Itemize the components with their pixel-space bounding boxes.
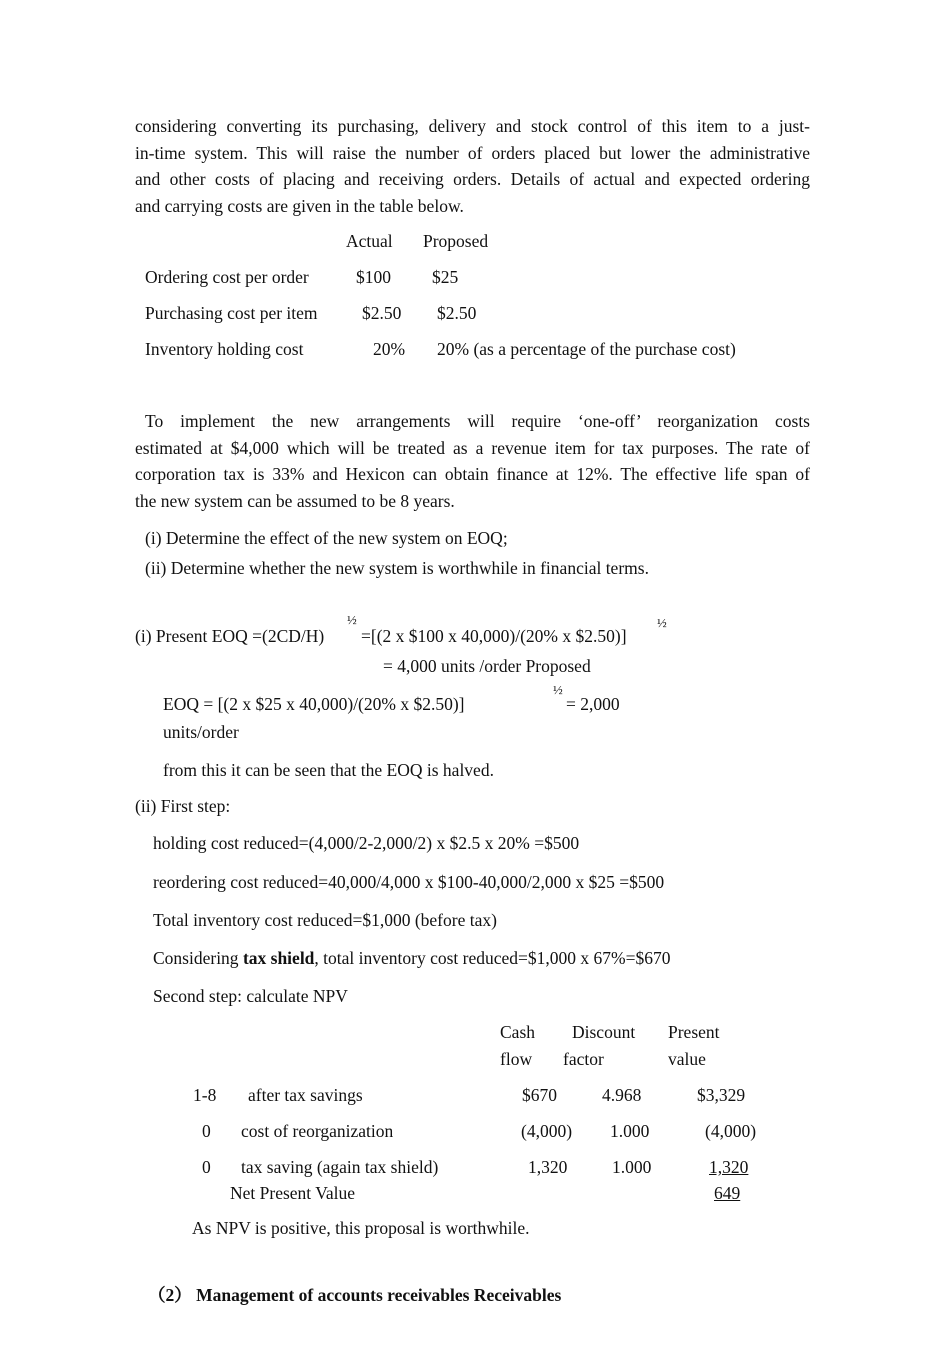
intro-paragraph — [135, 113, 810, 219]
proposed-eoq-formula: EOQ = [(2 x $25 x 40,000)/(20% x $2.50)] — [163, 694, 465, 714]
half-exponent: ½ — [657, 615, 667, 630]
question-2: (ii) Determine whether the new system is worthwhile in financial terms. — [145, 558, 649, 578]
first-step-heading: (ii) First step: — [135, 796, 231, 816]
half-exponent: ½ — [347, 612, 357, 627]
npv-row-cash: 1,320 — [528, 1157, 568, 1177]
npv-row-pv: 1,320 — [709, 1157, 749, 1177]
npv-row-cash: (4,000) — [521, 1121, 573, 1141]
proposed-eoq-units: units/order — [163, 722, 239, 742]
npv-header-discount: factor — [563, 1049, 604, 1069]
present-eoq-prefix: (i) Present EOQ =(2CD/H) — [135, 626, 325, 646]
npv-header-present: value — [668, 1049, 706, 1069]
intro-line: considering converting its purchasing, delivery and stock control of this item to a just- — [135, 116, 810, 136]
npv-total-value: 649 — [714, 1183, 741, 1203]
cost-row-proposed: $25 — [432, 267, 459, 287]
cost-row-label: Purchasing cost per item — [145, 303, 318, 323]
npv-row-year: 1-8 — [193, 1085, 217, 1105]
cost-table-header-proposed: Proposed — [423, 231, 489, 251]
question-1: (i) Determine the effect of the new system on EOQ; — [145, 528, 508, 548]
intro-line: and carrying costs are given in the table below. — [135, 195, 464, 216]
cost-row-actual: 20% — [373, 339, 406, 359]
implement-line: corporation tax is 33% and Hexicon can obtain finance at 12%. The effective life span of — [135, 464, 810, 484]
holding-cost-line: holding cost reduced=(4,000/2-2,000/2) x $2.5 x 20% =$500 — [153, 833, 580, 853]
npv-row-year: 0 — [202, 1121, 211, 1141]
npv-row-item: after tax savings — [248, 1085, 363, 1105]
npv-row-cash: $670 — [522, 1085, 557, 1105]
npv-row-item: tax saving (again tax shield) — [241, 1157, 439, 1177]
npv-row-factor: 4.968 — [602, 1085, 642, 1105]
tax-shield-suffix: , total inventory cost reduced=$1,000 x 67%=$670 — [314, 948, 671, 968]
npv-row-factor: 1.000 — [612, 1157, 652, 1177]
eoq-conclusion: from this it can be seen that the EOQ is halved. — [163, 760, 494, 780]
cost-row-actual: $100 — [356, 267, 391, 287]
tax-shield-line — [153, 948, 670, 969]
total-cost-line: Total inventory cost reduced=$1,000 (before tax) — [153, 910, 497, 930]
cost-row-proposed: 20% (as a percentage of the purchase cost) — [437, 339, 736, 359]
cost-row-label: Ordering cost per order — [145, 267, 309, 287]
present-eoq-formula: =[(2 x $100 x 40,000)/(20% x $2.50)] — [361, 626, 627, 646]
npv-header-present: Present — [668, 1022, 720, 1042]
npv-header-cash: Cash — [500, 1022, 535, 1042]
cost-row-proposed: $2.50 — [437, 303, 477, 323]
cost-row-actual: $2.50 — [362, 303, 402, 323]
intro-line: and other costs of placing and receiving orders. Details of actual and expected ordering — [135, 169, 810, 189]
implement-line: To implement the new arrangements will require ‘one-off’ reorganization costs — [145, 411, 810, 431]
cost-row-label: Inventory holding cost — [145, 339, 304, 359]
proposed-eoq-result: = 2,000 — [566, 694, 620, 714]
implement-line: the new system can be assumed to be 8 years. — [135, 490, 455, 511]
implement-line: estimated at $4,000 which will be treated as a revenue item for tax purposes. The rate of — [135, 437, 810, 458]
tax-shield-term: tax shield — [242, 948, 315, 968]
present-eoq-result: = 4,000 units /order Proposed — [383, 656, 591, 676]
npv-row-item: cost of reorganization — [241, 1121, 394, 1141]
half-exponent: ½ — [553, 682, 563, 697]
section-heading: （2） Management of accounts receivables Receivables — [148, 1285, 562, 1305]
npv-row-factor: 1.000 — [610, 1121, 650, 1141]
npv-header-cash: flow — [500, 1049, 533, 1069]
cost-table-header-actual: Actual — [346, 231, 393, 251]
tax-shield-prefix: Considering — [153, 948, 243, 968]
npv-row-pv: (4,000) — [705, 1121, 757, 1141]
npv-row-pv: $3,329 — [697, 1085, 746, 1105]
second-step-heading: Second step: calculate NPV — [153, 986, 348, 1006]
npv-header-discount: Discount — [572, 1022, 636, 1042]
npv-total-label: Net Present Value — [230, 1183, 356, 1203]
intro-line: in-time system. This will raise the number of orders placed but lower the administrative — [135, 142, 810, 163]
reordering-cost-line: reordering cost reduced=40,000/4,000 x $100-40,000/2,000 x $25 =$500 — [153, 872, 665, 892]
npv-row-year: 0 — [202, 1157, 211, 1177]
npv-conclusion: As NPV is positive, this proposal is worthwhile. — [192, 1218, 530, 1238]
implement-paragraph — [135, 408, 810, 514]
